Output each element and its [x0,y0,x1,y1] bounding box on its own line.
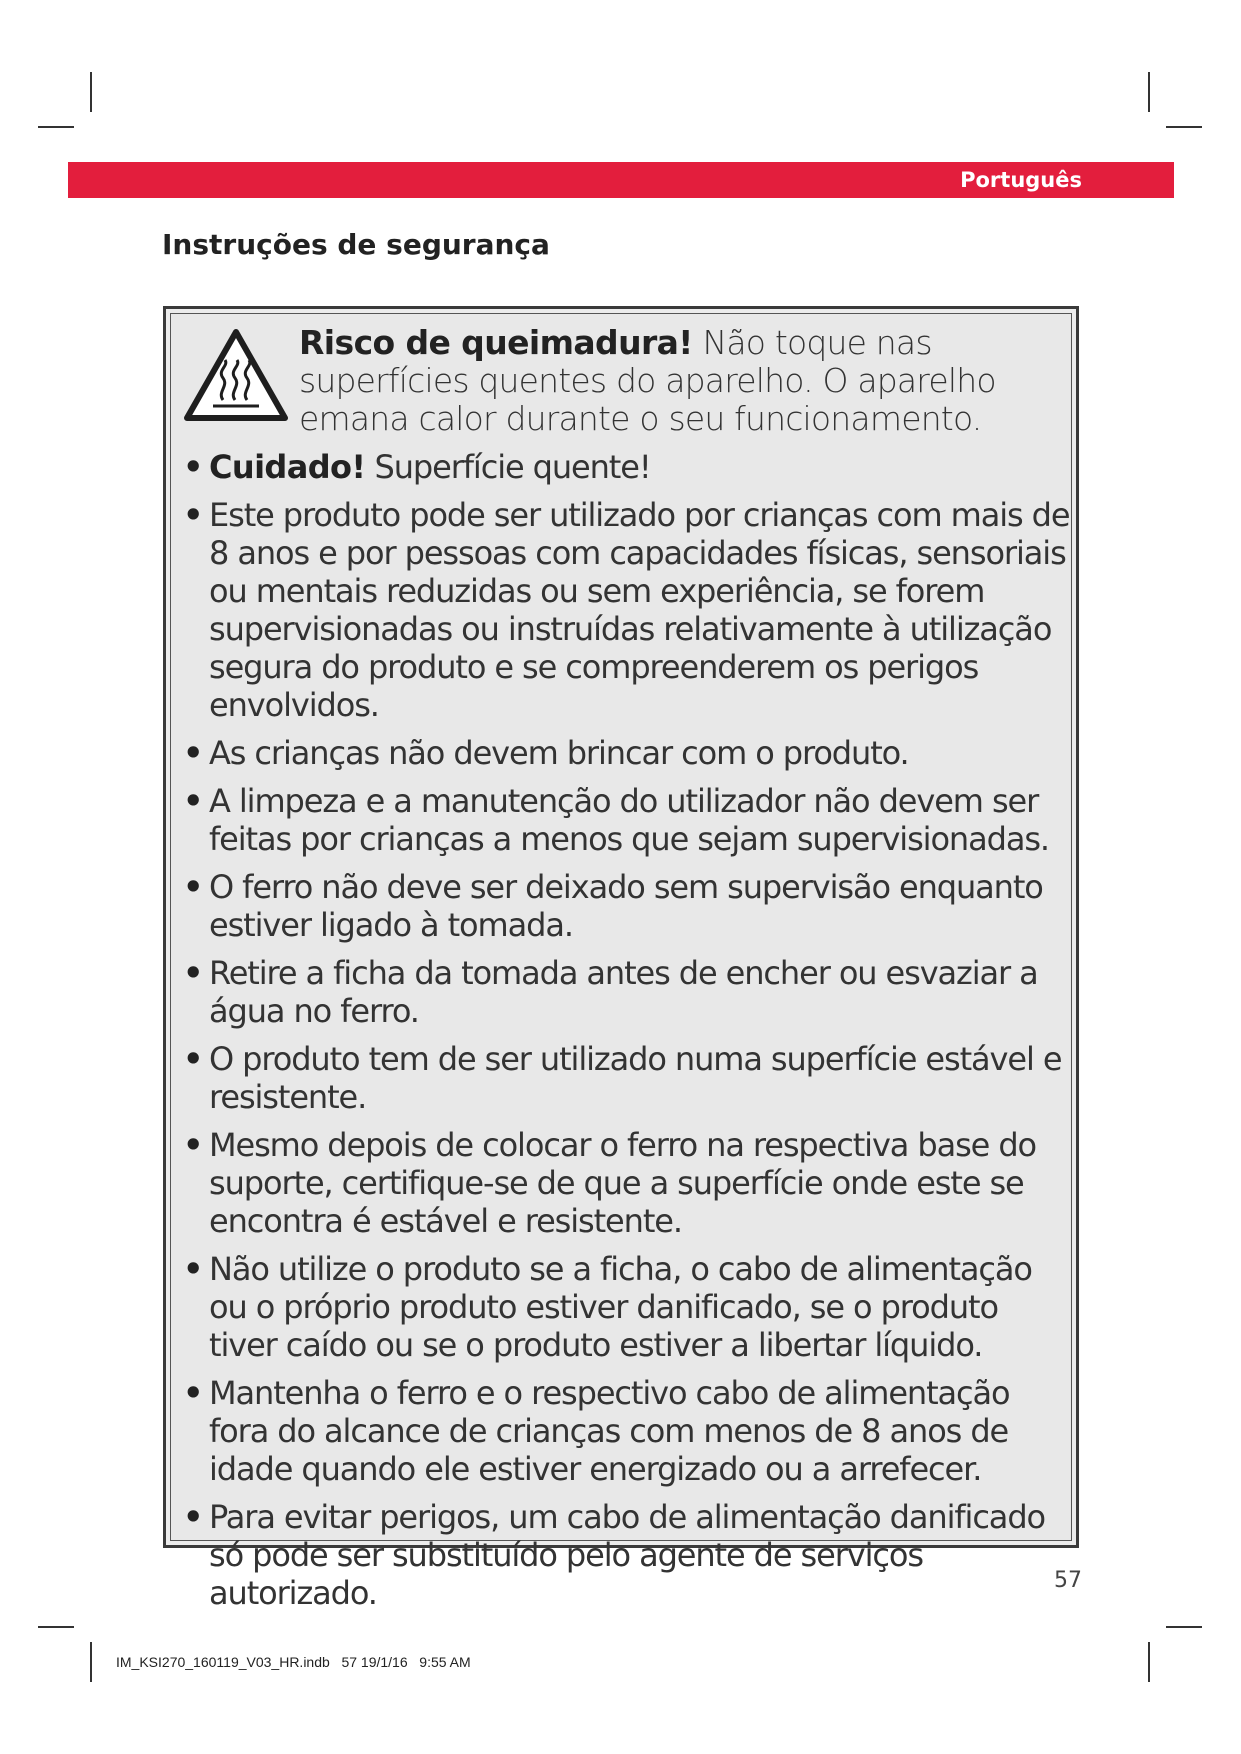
bullet: • [183,1498,203,1536]
bullet: • [183,782,203,820]
list-item [183,954,1073,1030]
crop-mark [38,126,74,128]
language-label: Português [960,168,1082,192]
item-text: A limpeza e a manutenção do utilizador não devem ser feitas por crianças a menos que sejam supervisionadas. [209,782,1049,858]
item-text: Este produto pode ser utilizado por crianças com mais de 8 anos e por pessoas com capacidades físicas, sensoriais ou mentais reduzidas ou sem experiência, se forem supervisionadas ou instruídas relativamente à utilização segura do produto e se compreenderem os perigos envolvidos. [209,496,1070,724]
bullet: • [183,954,203,992]
item-text: Retire a ficha da tomada antes de encher ou esvaziar a água no ferro. [209,954,1038,1030]
item-text: Mesmo depois de colocar o ferro na respectiva base do suporte, certifique-se de que a superfície onde este se encontra é estável e resistente. [209,1126,1037,1240]
bullet: • [183,1040,203,1078]
page-number: 57 [1054,1568,1082,1593]
hot-surface-warning-icon [183,328,289,424]
burn-risk-text: Não toque nas superfícies quentes do aparelho. O aparelho emana calor durante o seu funcionamento. [299,323,996,438]
crop-mark [90,1642,92,1682]
bullet: • [183,734,203,772]
bullet: • [183,448,203,486]
item-text: O ferro não deve ser deixado sem supervisão enquanto estiver ligado à tomada. [209,868,1043,944]
crop-mark [1166,126,1202,128]
item-lead: Cuidado! [209,448,366,486]
list-item [183,1126,1073,1240]
list-item [183,1250,1073,1364]
item-text: As crianças não devem brincar com o produto. [209,734,909,772]
item-text: Para evitar perigos, um cabo de alimentação danificado só pode ser substituído pelo agente de serviços autorizado. [209,1498,1046,1612]
item-text: Mantenha o ferro e o respectivo cabo de alimentação fora do alcance de crianças com menos de 8 anos de idade quando ele estiver energizado ou a arrefecer. [209,1374,1010,1488]
list-item [183,448,1073,486]
section-title: Instruções de segurança [162,228,550,261]
bullet: • [183,1126,203,1164]
list-item [183,868,1073,944]
bullet: • [183,868,203,906]
bullet: • [183,496,203,534]
list-item [183,496,1073,724]
list-item [183,1498,1073,1612]
burn-risk-lead: Risco de queimadura! [299,323,693,362]
crop-mark [38,1626,74,1628]
item-text: O produto tem de ser utilizado numa superfície estável e resistente. [209,1040,1062,1116]
list-item [183,782,1073,858]
language-header-bar [68,162,1174,198]
crop-mark [1166,1626,1202,1628]
list-item [183,1040,1073,1116]
list-item [183,1374,1073,1488]
item-text: Superfície quente! [365,448,651,486]
bullet: • [183,1250,203,1288]
safety-list [183,448,1073,1622]
crop-mark [90,72,92,112]
footer-slug: IM_KSI270_160119_V03_HR.indb 57 19/1/16 9:55 AM [116,1654,471,1670]
crop-mark [1148,1642,1150,1682]
crop-mark [1148,72,1150,112]
bullet: • [183,1374,203,1412]
item-text: Não utilize o produto se a ficha, o cabo de alimentação ou o próprio produto estiver danificado, se o produto tiver caído ou se o produto estiver a libertar líquido. [209,1250,1032,1364]
burn-risk-warning [299,324,1069,438]
list-item [183,734,1073,772]
